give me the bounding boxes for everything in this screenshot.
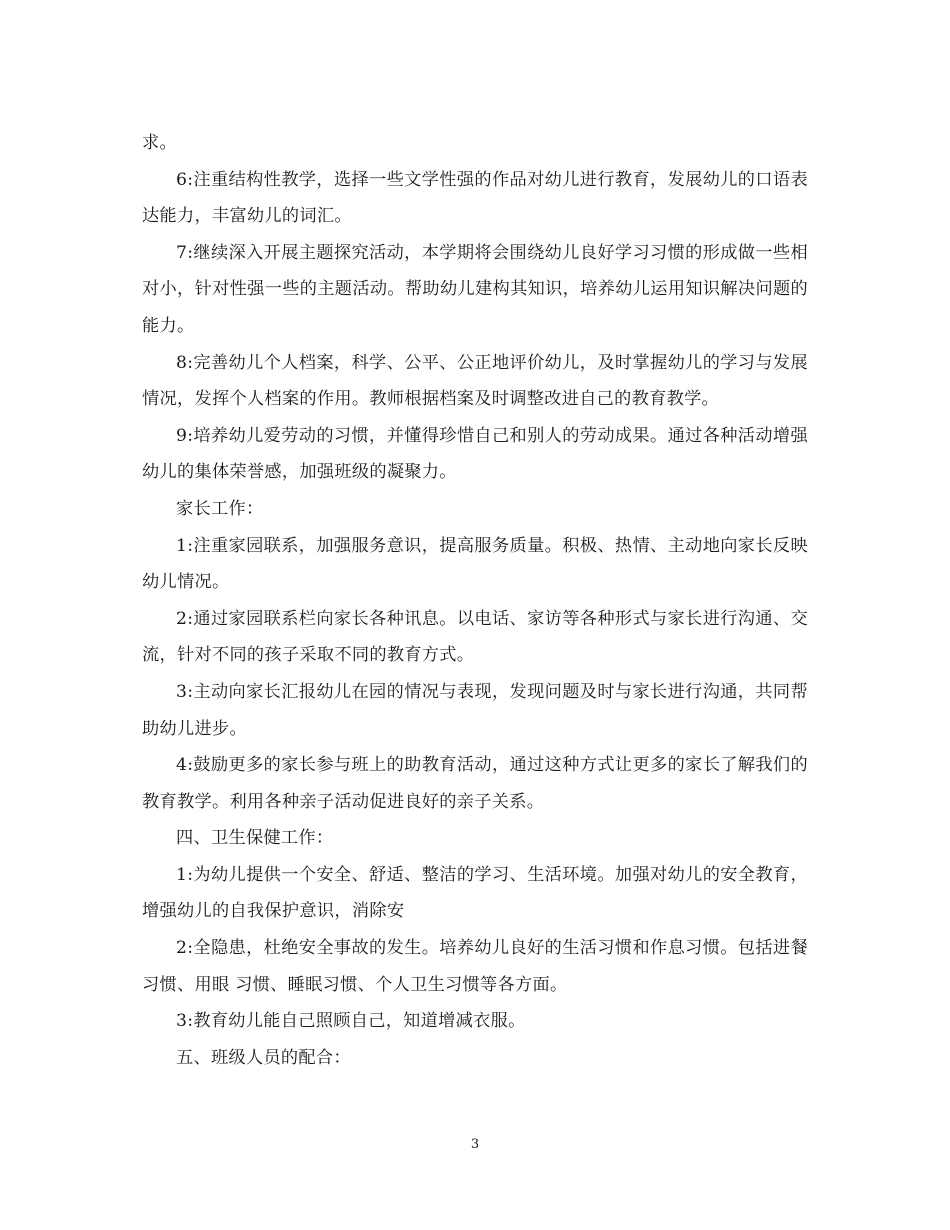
paragraph: 4:鼓励更多的家长参与班上的助教育活动，通过这种方式让更多的家长了解我们的教育教学。利用各种亲子活动促进良好的亲子关系。 <box>142 755 808 812</box>
page-number: 3 <box>470 1137 480 1152</box>
paragraph: 3:教育幼儿能自己照顾自己，知道增减衣服。 <box>176 1011 526 1032</box>
paragraph: 3:主动向家长汇报幼儿在园的情况与表现，发现问题及时与家长进行沟通，共同帮助幼儿进步。 <box>142 681 808 739</box>
paragraph: 1:为幼儿提供一个安全、舒适、整洁的学习、生活环境。加强对幼儿的安全教育，增强幼儿的自我保护意识，消除安 <box>142 864 808 922</box>
section-heading: 五、班级人员的配合： <box>176 1047 351 1068</box>
paragraph: 7:继续深入开展主题探究活动，本学期将会围绕幼儿良好学习习惯的形成做一些相对小，针对性强一些的主题活动。帮助幼儿建构其知识，培养幼儿运用知识解决问题的能力。 <box>142 242 808 336</box>
paragraph: 2:通过家园联系栏向家长各种讯息。以电话、家访等各种形式与家长进行沟通、交流，针对不同的孩子采取不同的教育方式。 <box>142 608 808 666</box>
section-heading: 四、卫生保健工作： <box>176 828 334 849</box>
paragraph: 2:全隐患，杜绝安全事故的发生。培养幼儿良好的生活习惯和作息习惯。包括进餐习惯、用眼 习惯、睡眠习惯、个人卫生习惯等各方面。 <box>142 938 808 995</box>
document-body <box>142 125 808 1076</box>
paragraph: 8:完善幼儿个人档案，科学、公平、公正地评价幼儿，及时掌握幼儿的学习与发展情况，发挥个人档案的作用。教师根据档案及时调整改进自己的教育教学。 <box>142 352 808 410</box>
paragraph: 9:培养幼儿爱劳动的习惯，并懂得珍惜自己和别人的劳动成果。通过各种活动增强幼儿的集体荣誉感，加强班级的凝聚力。 <box>142 425 808 483</box>
section-heading: 家长工作： <box>176 498 264 519</box>
paragraph: 1:注重家园联系，加强服务意识，提高服务质量。积极、热情、主动地向家长反映幼儿情况。 <box>142 535 808 593</box>
paragraph: 求。 <box>142 133 177 153</box>
paragraph: 6:注重结构性教学，选择一些文学性强的作品对幼儿进行教育，发展幼儿的口语表达能力，丰富幼儿的词汇。 <box>142 169 808 227</box>
